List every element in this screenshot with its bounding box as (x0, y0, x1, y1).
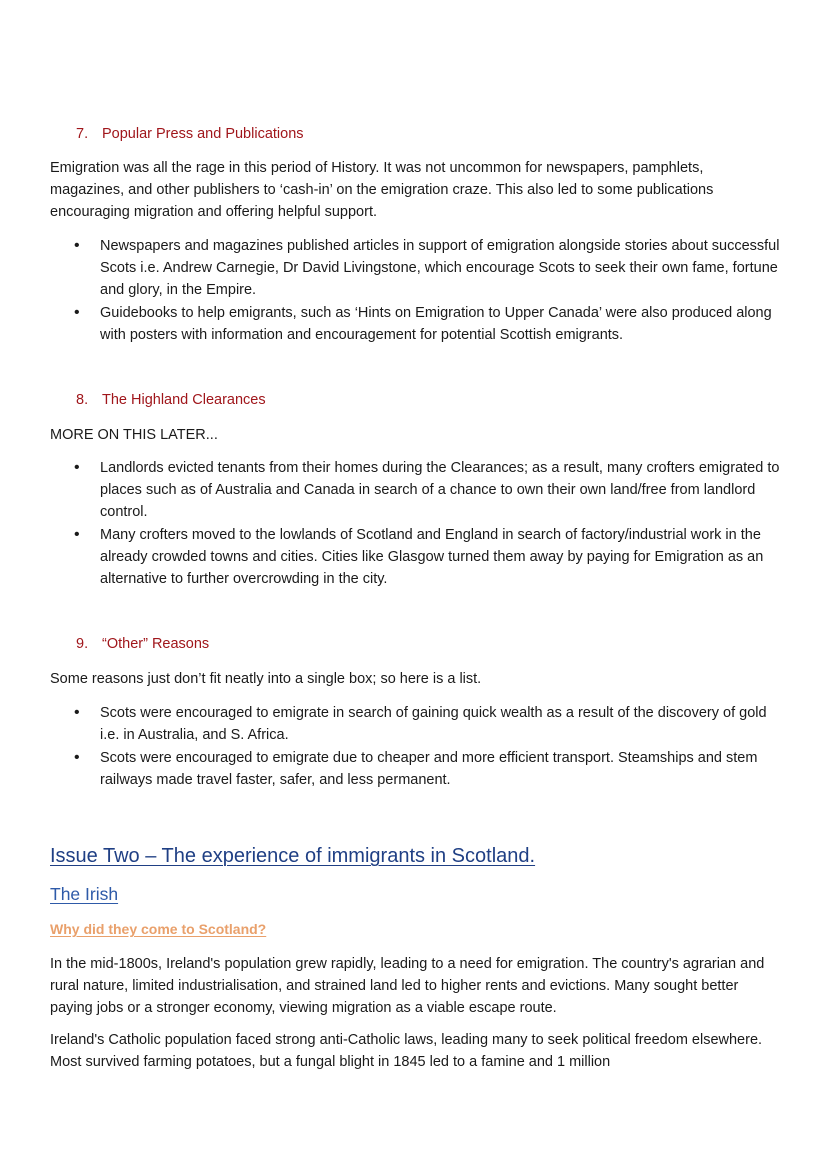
list-item: • Many crofters moved to the lowlands of Scotland and England in search of factory/industrial work in the already crowded towns and cities. Cities like Glasgow turned them away by paying for Emigration as an alternative to further overcrowding in the city. (50, 524, 780, 590)
issue-two-paragraph-2: Ireland's Catholic population faced strong anti-Catholic laws, leading many to seek political freedom elsewhere. Most survived farming potatoes, but a fungal blight in 1845 led to a famine and 1 million (50, 1032, 763, 1070)
issue-two-question: Why did they come to Scotland? (50, 921, 267, 937)
list-item: • Newspapers and magazines published articles in support of emigration alongside stories about successful Scots i.e. Andrew Carnegie, Dr David Livingstone, which encourage Scots to seek their own fame, fortune and glory, in the Empire. (50, 235, 780, 301)
section-9-heading (76, 636, 209, 652)
section-7-heading (76, 126, 304, 142)
section-9-number: 9. (76, 636, 89, 652)
issue-two-paragraph-1: In the mid-1800s, Ireland's population grew rapidly, leading to a need for emigration. The country's agrarian and rural nature, limited industrialisation, and strained land led to higher rents and evictions. Many sought better paying jobs or a stronger economy, viewing migration as a viable escape route. (50, 956, 765, 1016)
section-9-intro: Some reasons just don’t fit neatly into a single box; so here is a list. (50, 671, 482, 687)
list-item: • Scots were encouraged to emigrate in search of gaining quick wealth as a result of the discovery of gold i.e. in Australia, and S. Africa. (50, 702, 785, 746)
list-item: • Guidebooks to help emigrants, such as ‘Hints on Emigration to Upper Canada’ were also produced along with posters with information and encouragement for potential Scottish emigrants. (50, 302, 780, 346)
list-item: • Landlords evicted tenants from their homes during the Clearances; as a result, many crofters emigrated to places such as of Australia and Canada in search of a chance to own their own land/free from landlord control. (50, 457, 780, 523)
section-9-bullet-list (50, 702, 785, 791)
section-8-intro: MORE ON THIS LATER... (50, 427, 218, 443)
section-8-title: The Highland Clearances (102, 392, 266, 408)
section-8-number: 8. (76, 392, 89, 408)
section-7-title: Popular Press and Publications (102, 126, 304, 142)
issue-two-subtitle: The Irish (50, 884, 119, 904)
section-9-title: “Other” Reasons (102, 636, 210, 652)
section-8-heading (76, 392, 266, 408)
section-7-number: 7. (76, 126, 89, 142)
section-8-bullet-list (50, 457, 780, 590)
list-item: • Scots were encouraged to emigrate due to cheaper and more efficient transport. Steamships and stem railways made travel faster, safer, and less permanent. (50, 747, 785, 791)
section-7-intro: Emigration was all the rage in this period of History. It was not uncommon for newspapers, pamphlets, magazines, and other publishers to ‘cash-in’ on the emigration craze. This also led to some publications encouraging migration and offering helpful support. (50, 160, 714, 220)
section-7-bullet-list (50, 235, 780, 346)
issue-two-title: Issue Two – The experience of immigrants in Scotland. (50, 845, 536, 867)
